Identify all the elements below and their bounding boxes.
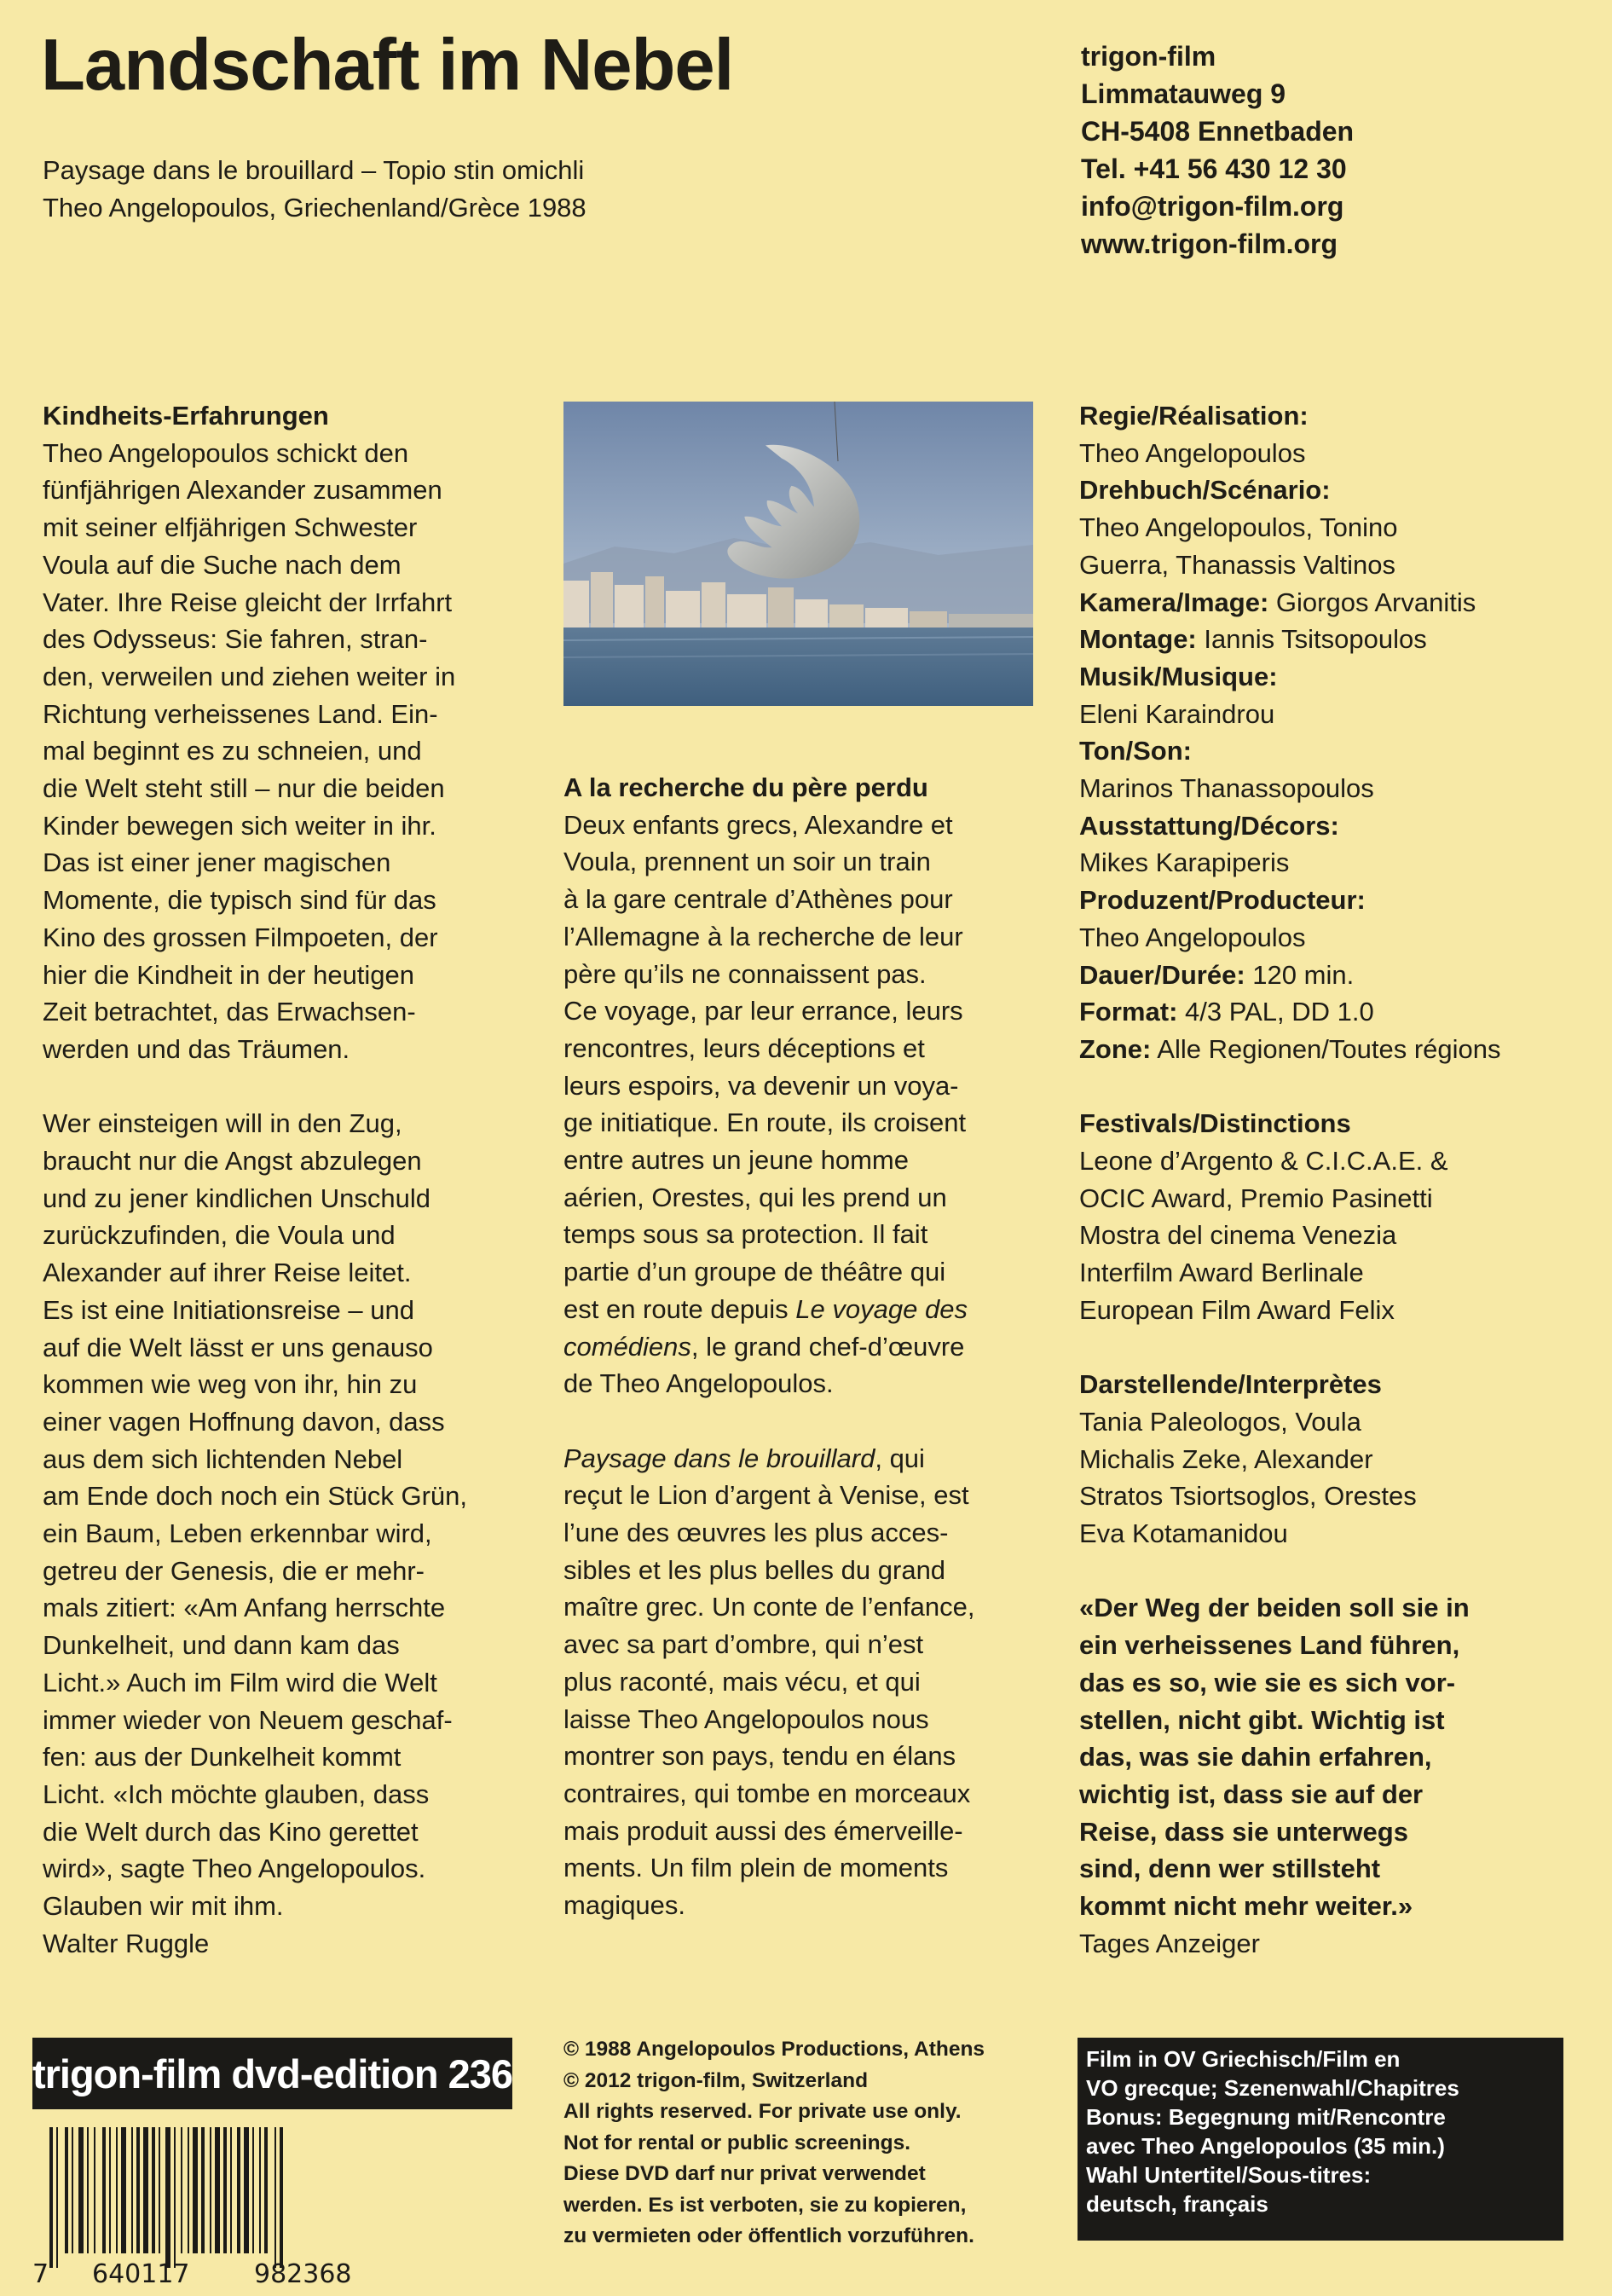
review-line: Kino des grossen Filmpoeten, der — [43, 922, 438, 952]
festival-item: Mostra del cinema Venezia — [1079, 1220, 1397, 1251]
review-line: Voula, prennent un soir un train — [563, 847, 931, 877]
festival-item: European Film Award Felix — [1079, 1294, 1395, 1325]
review-line: l’une des œuvres les plus acces- — [563, 1518, 949, 1548]
review-line: aus dem sich lichtenden Nebel — [43, 1443, 403, 1474]
review-line: immer wieder von Neuem geschaf- — [43, 1704, 453, 1735]
credit-value: Giorgos Arvanitis — [1268, 587, 1476, 617]
tech-info-line: Film in OV Griechisch/Film en — [1086, 2046, 1401, 2072]
review-line: laisse Theo Angelopoulos nous — [563, 1703, 929, 1734]
credit-value: Theo Angelopoulos — [1079, 922, 1306, 952]
review-line: Theo Angelopoulos schickt den — [43, 437, 409, 468]
festival-item: Interfilm Award Berlinale — [1079, 1258, 1364, 1288]
barcode — [32, 2127, 390, 2289]
festivals-list — [1079, 1142, 1591, 1329]
festival-item: OCIC Award, Premio Pasinetti — [1079, 1183, 1433, 1213]
credit-value: 4/3 PAL, DD 1.0 — [1177, 997, 1374, 1027]
credits-column — [1079, 397, 1591, 1962]
copyright-line: All rights reserved. For private use only. — [563, 2100, 962, 2123]
page-title: Landschaft im Nebel — [41, 25, 734, 106]
review-line: werden und das Träumen. — [43, 1033, 350, 1064]
review-line: Licht.» Auch im Film wird die Welt — [43, 1667, 437, 1697]
review-line: plus raconté, mais vécu, et qui — [563, 1666, 921, 1697]
cast-heading: Darstellende/Interprètes — [1079, 1369, 1382, 1400]
review-line: entre autres un jeune homme — [563, 1145, 909, 1176]
review-line: Paysage dans le brouillard, qui — [563, 1443, 925, 1473]
quote-line: Reise, dass sie unterwegs — [1079, 1816, 1408, 1847]
review-paragraph — [563, 807, 1058, 1291]
review-line: Es ist eine Initiationsreise – und — [43, 1294, 414, 1325]
credit-value: Theo Angelopoulos, Tonino — [1079, 512, 1398, 543]
review-line: des Odysseus: Sie fahren, stran- — [43, 624, 428, 655]
subtitle — [43, 152, 586, 227]
review-line: mal beginnt es zu schneien, und — [43, 736, 422, 766]
review-line: Kinder bewegen sich weiter in ihr. — [43, 810, 436, 841]
credit-label: Drehbuch/Scénario: — [1079, 475, 1331, 506]
tech-info-line: Wahl Untertitel/Sous-titres: — [1086, 2162, 1372, 2188]
cast-item: Michalis Zeke, Alexander — [1079, 1443, 1373, 1474]
credit-label: Zone: — [1079, 1033, 1152, 1064]
credits-list — [1079, 397, 1591, 1068]
quote-line: das, was sie dahin erfahren, — [1079, 1742, 1432, 1773]
review-paragraph — [43, 435, 520, 1068]
review-line: Alexander auf ihrer Reise leitet. — [43, 1258, 412, 1288]
quote-line: ein verheissenes Land führen, — [1079, 1630, 1460, 1661]
review-line: fünfjährigen Alexander zusammen — [43, 475, 442, 506]
quote-line: kommt nicht mehr weiter.» — [1079, 1891, 1413, 1922]
review-line: contraires, qui tombe en morceaux — [563, 1778, 971, 1808]
review-line: zurückzufinden, die Voula und — [43, 1220, 396, 1251]
review-line: Ce voyage, par leur errance, leurs — [563, 996, 963, 1027]
review-line: den, verweilen und ziehen weiter in — [43, 661, 456, 691]
review-line: Das ist einer jener magischen — [43, 847, 391, 878]
review-line: Deux enfants grecs, Alexandre et — [563, 809, 953, 840]
review-line: Richtung verheissenes Land. Ein- — [43, 698, 438, 729]
credit-label: Ton/Son: — [1079, 736, 1192, 766]
quote-line: stellen, nicht gibt. Wichtig ist — [1079, 1704, 1445, 1735]
review-line: leurs espoirs, va devenir un voya- — [563, 1070, 959, 1101]
credit-entry — [1079, 957, 1591, 994]
review-line: hier die Kindheit in der heutigen — [43, 959, 415, 990]
barcode-digits-left: 640117 — [92, 2259, 190, 2289]
review-line: Zeit betrachtet, das Erwachsen- — [43, 997, 416, 1027]
credit-entry — [1079, 621, 1591, 658]
review-line: Dunkelheit, und dann kam das — [43, 1630, 400, 1661]
review-line: ge initiatique. En route, ils croisent — [563, 1108, 967, 1138]
review-line: l’Allemagne à la recherche de leur — [563, 921, 963, 951]
german-review — [43, 397, 520, 1963]
review-line: auf die Welt lässt er uns genauso — [43, 1332, 433, 1362]
quote-line: das es so, wie sie es sich vor- — [1079, 1667, 1456, 1697]
copyright-line: © 1988 Angelopoulos Productions, Athens — [563, 2038, 985, 2061]
barcode-digit-first: 7 — [32, 2259, 49, 2289]
street: Limmatauweg 9 — [1081, 78, 1286, 109]
review-line: magiques. — [563, 1890, 686, 1921]
review-line: Wer einsteigen will in den Zug, — [43, 1108, 402, 1139]
credit-value: Guerra, Thanassis Valtinos — [1079, 549, 1396, 580]
review-paragraph — [43, 1105, 520, 1924]
cast-item: Stratos Tsiortsoglos, Orestes — [1079, 1481, 1417, 1512]
credit-label: Dauer/Durée: — [1079, 959, 1245, 990]
review-line: avec sa part d’ombre, qui n’est — [563, 1629, 924, 1660]
credit-value: Eleni Karaindrou — [1079, 698, 1275, 729]
review-line: rencontres, leurs déceptions et — [563, 1032, 925, 1063]
festivals-heading: Festivals/Distinctions — [1079, 1108, 1351, 1139]
review-line: à la gare centrale d’Athènes pour — [563, 884, 953, 915]
review-line: Voula auf die Suche nach dem — [43, 549, 402, 580]
distributor-address — [1081, 38, 1354, 263]
review-line: einer vagen Hoffnung davon, dass — [43, 1406, 445, 1437]
copyright-line: Diese DVD darf nur privat verwendet — [563, 2162, 926, 2185]
review-line: fen: aus der Dunkelheit kommt — [43, 1742, 402, 1773]
credit-value: Iannis Tsitsopoulos — [1196, 624, 1427, 655]
tech-info-line: VO grecque; Szenenwahl/Chapitres — [1086, 2075, 1459, 2101]
review-line: reçut le Lion d’argent à Venise, est — [563, 1480, 969, 1511]
credit-label: Format: — [1079, 997, 1178, 1027]
review-line: die Welt durch das Kino gerettet — [43, 1816, 419, 1847]
website-link[interactable]: www.trigon-film.org — [1081, 228, 1338, 259]
credit-label: Kamera/Image: — [1079, 587, 1269, 617]
city: CH-5408 Ennetbaden — [1081, 116, 1355, 147]
review-line: am Ende doch noch ein Stück Grün, — [43, 1481, 468, 1512]
credit-label: Musik/Musique: — [1079, 661, 1278, 691]
review-line: sibles et les plus belles du grand — [563, 1554, 946, 1585]
review-line: mit seiner elfjährigen Schwester — [43, 512, 418, 543]
credit-label: Montage: — [1079, 624, 1197, 655]
company-name: trigon-film — [1081, 41, 1216, 72]
barcode-digits-right: 982368 — [254, 2259, 352, 2289]
credit-entry — [1079, 584, 1591, 622]
subtitle-line: Theo Angelopoulos, Griechenland/Grèce 1988 — [43, 193, 586, 223]
review-line: getreu der Genesis, die er mehr- — [43, 1555, 425, 1586]
email-link[interactable]: info@trigon-film.org — [1081, 191, 1344, 222]
review-line: braucht nur die Angst abzulegen — [43, 1146, 422, 1177]
review-line: Glauben wir mit ihm. — [43, 1891, 284, 1922]
review-line: aérien, Orestes, qui les prend un — [563, 1182, 947, 1212]
copyright-notice — [563, 2034, 1075, 2253]
edition-badge: trigon-film dvd-edition 236 — [32, 2038, 512, 2109]
tech-info-line: avec Theo Angelopoulos (35 min.) — [1086, 2133, 1445, 2159]
tech-info-line: Bonus: Begegnung mit/Rencontre — [1086, 2104, 1446, 2130]
credit-label: Regie/Réalisation: — [1079, 401, 1309, 431]
credit-entry — [1079, 1031, 1591, 1068]
review-line: ments. Un film plein de moments — [563, 1853, 949, 1883]
festival-item: Leone d’Argento & C.I.C.A.E. & — [1079, 1146, 1448, 1177]
credit-value: 120 min. — [1245, 959, 1355, 990]
review-line: montrer son pays, tendu en élans — [563, 1741, 956, 1772]
subtitle-line: Paysage dans le brouillard – Topio stin omichli — [43, 155, 585, 185]
review-line: Vater. Ihre Reise gleicht der Irrfahrt — [43, 587, 453, 617]
review-line: père qu’ils ne connaissent pas. — [563, 958, 927, 989]
review-line: wird», sagte Theo Angelopoulos. — [43, 1854, 426, 1884]
film-still-photo — [563, 402, 1033, 706]
cast-item: Eva Kotamanidou — [1079, 1518, 1288, 1549]
review-line: est en route depuis Le voyage des — [563, 1293, 968, 1324]
review-heading: Kindheits-Erfahrungen — [43, 401, 329, 431]
review-paragraph — [563, 1477, 1058, 1923]
cast-item: Tania Paleologos, Voula — [1079, 1406, 1361, 1437]
quote-source: Tages Anzeiger — [1079, 1928, 1260, 1958]
credit-label: Ausstattung/Décors: — [1079, 810, 1339, 841]
french-review — [563, 769, 1058, 1924]
credit-value: Marinos Thanassopoulos — [1079, 773, 1374, 804]
credit-label: Produzent/Producteur: — [1079, 885, 1366, 916]
review-line: mais produit aussi des émerveille- — [563, 1815, 963, 1846]
credit-value: Theo Angelopoulos — [1079, 437, 1306, 468]
stone-hand-over-city-photo-icon — [563, 402, 1033, 706]
credit-entry — [1079, 993, 1591, 1031]
review-line: ein Baum, Leben erkennbar wird, — [43, 1518, 432, 1549]
tech-info-box — [1078, 2038, 1563, 2241]
review-line: maître grec. Un conte de l’enfance, — [563, 1592, 975, 1622]
review-line: Licht. «Ich möchte glauben, dass — [43, 1779, 430, 1809]
review-line: mals zitiert: «Am Anfang herrschte — [43, 1593, 446, 1623]
quote-line: «Der Weg der beiden soll sie in — [1079, 1593, 1470, 1623]
review-line: temps sous sa protection. Il fait — [563, 1219, 928, 1250]
copyright-line: © 2012 trigon-film, Switzerland — [563, 2068, 869, 2092]
review-line: und zu jener kindlichen Unschuld — [43, 1183, 430, 1213]
quote-line: sind, denn wer stillsteht — [1079, 1854, 1381, 1884]
copyright-line: Not for rental or public screenings. — [563, 2131, 911, 2154]
barcode-icon — [32, 2127, 390, 2289]
phone: Tel. +41 56 430 12 30 — [1081, 153, 1347, 184]
review-line: Momente, die typisch sind für das — [43, 885, 436, 916]
cast-list — [1079, 1403, 1591, 1553]
review-line: kommen wie weg von ihr, hin zu — [43, 1369, 418, 1400]
credit-value: Alle Regionen/Toutes régions — [1151, 1033, 1501, 1064]
quote-line: wichtig ist, dass sie auf der — [1079, 1778, 1424, 1809]
tech-info-line: deutsch, français — [1086, 2191, 1268, 2217]
credit-value: Mikes Karapiperis — [1079, 847, 1290, 878]
review-line: partie d’un groupe de théâtre qui — [563, 1257, 946, 1287]
review-line: comédiens, le grand chef-d’œuvre — [563, 1331, 965, 1362]
review-line: die Welt steht still – nur die beiden — [43, 773, 445, 804]
review-heading: A la recherche du père perdu — [563, 772, 928, 802]
review-author: Walter Ruggle — [43, 1928, 210, 1958]
review-line: de Theo Angelopoulos. — [563, 1368, 834, 1399]
copyright-line: werden. Es ist verboten, sie zu kopieren, — [563, 2193, 967, 2217]
copyright-line: zu vermieten oder öffentlich vorzuführen. — [563, 2224, 974, 2247]
press-quote — [1079, 1589, 1591, 1924]
